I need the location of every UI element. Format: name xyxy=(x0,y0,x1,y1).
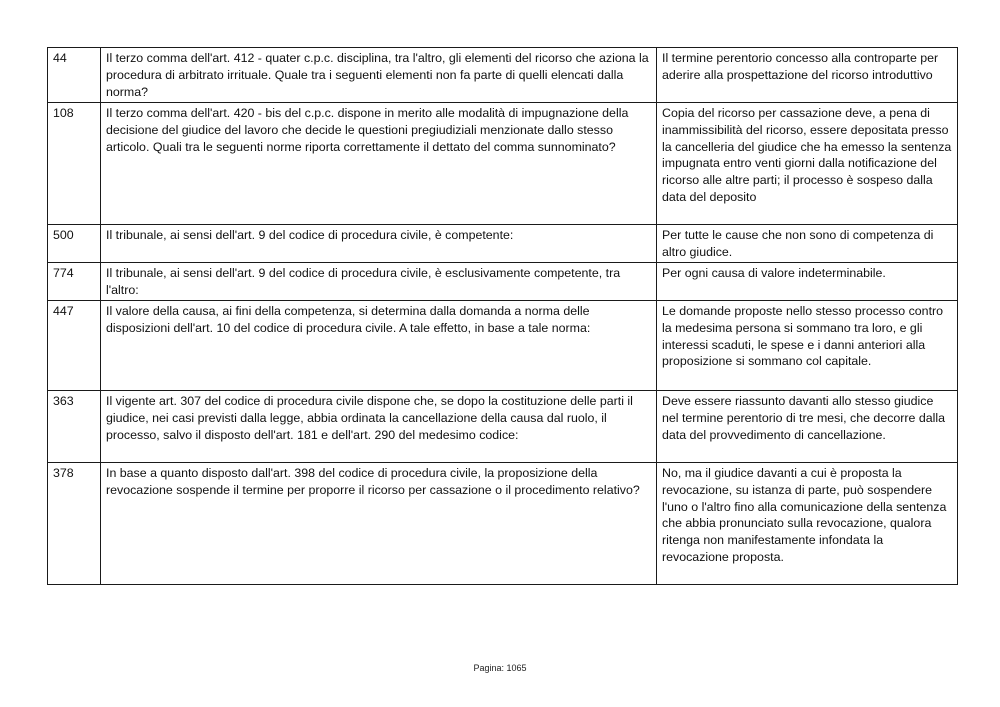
table-row xyxy=(48,300,958,390)
answer-text: No, ma il giudice davanti a cui è proposta la revocazione, su istanza di parte, può sospendere l'uno o l'altro fino alla comunicazione della sentenza che abbia pronunciato sulla revocazione, qualora ritenga non manifestamente infondata la revocazione proposta. xyxy=(657,462,958,584)
question-text: Il tribunale, ai sensi dell'art. 9 del codice di procedura civile, è esclusivamente competente, tra l'altro: xyxy=(101,262,657,300)
answer-text: Deve essere riassunto davanti allo stesso giudice nel termine perentorio di tre mesi, che decorre dalla data del provvedimento di cancellazione. xyxy=(657,390,958,462)
table-row xyxy=(48,48,958,103)
table-row xyxy=(48,390,958,462)
table-row xyxy=(48,224,958,262)
table-row xyxy=(48,102,958,224)
question-id: 774 xyxy=(48,262,101,300)
question-id: 500 xyxy=(48,224,101,262)
question-id: 108 xyxy=(48,102,101,224)
table-row xyxy=(48,462,958,584)
answer-text: Il termine perentorio concesso alla controparte per aderire alla prospettazione del ricorso introduttivo xyxy=(657,48,958,103)
question-id: 447 xyxy=(48,300,101,390)
table-row xyxy=(48,262,958,300)
question-text: Il terzo comma dell'art. 420 - bis del c.p.c. dispone in merito alle modalità di impugnazione della decisione del giudice del lavoro che decide le questioni pregiudiziali menzionate dallo stesso articolo. Quali tra le seguenti norme riporta correttamente il dettato del comma sunnominato? xyxy=(101,102,657,224)
questions-table xyxy=(47,47,958,585)
question-id: 363 xyxy=(48,390,101,462)
question-text: In base a quanto disposto dall'art. 398 del codice di procedura civile, la proposizione della revocazione sospende il termine per proporre il ricorso per cassazione o il procedimento relativo? xyxy=(101,462,657,584)
answer-text: Per tutte le cause che non sono di competenza di altro giudice. xyxy=(657,224,958,262)
answer-text: Per ogni causa di valore indeterminabile. xyxy=(657,262,958,300)
question-id: 378 xyxy=(48,462,101,584)
question-text: Il terzo comma dell'art. 412 - quater c.p.c. disciplina, tra l'altro, gli elementi del ricorso che aziona la procedura di arbitrato irrituale. Quale tra i seguenti elementi non fa parte di quelli elencati dalla norma? xyxy=(101,48,657,103)
answer-text: Copia del ricorso per cassazione deve, a pena di inammissibilità del ricorso, essere depositata presso la cancelleria del giudice che ha emesso la sentenza impugnata entro venti giorni dalla notificazione del ricorso alle altre parti; il processo è sospeso dalla data del deposito xyxy=(657,102,958,224)
page-number: Pagina: 1065 xyxy=(473,663,527,673)
question-text: Il vigente art. 307 del codice di procedura civile dispone che, se dopo la costituzione delle parti il giudice, nei casi previsti dalla legge, abbia ordinata la cancellazione della causa dal ruolo, il processo, salvo il disposto dell'art. 181 e dell'art. 290 del medesimo codice: xyxy=(101,390,657,462)
answer-text: Le domande proposte nello stesso processo contro la medesima persona si sommano tra loro, e gli interessi scaduti, le spese e i danni anteriori alla proposizione si sommano col capitale. xyxy=(657,300,958,390)
question-id: 44 xyxy=(48,48,101,103)
question-text: Il tribunale, ai sensi dell'art. 9 del codice di procedura civile, è competente: xyxy=(101,224,657,262)
question-text: Il valore della causa, ai fini della competenza, si determina dalla domanda a norma delle disposizioni dell'art. 10 del codice di procedura civile. A tale effetto, in base a tale norma: xyxy=(101,300,657,390)
